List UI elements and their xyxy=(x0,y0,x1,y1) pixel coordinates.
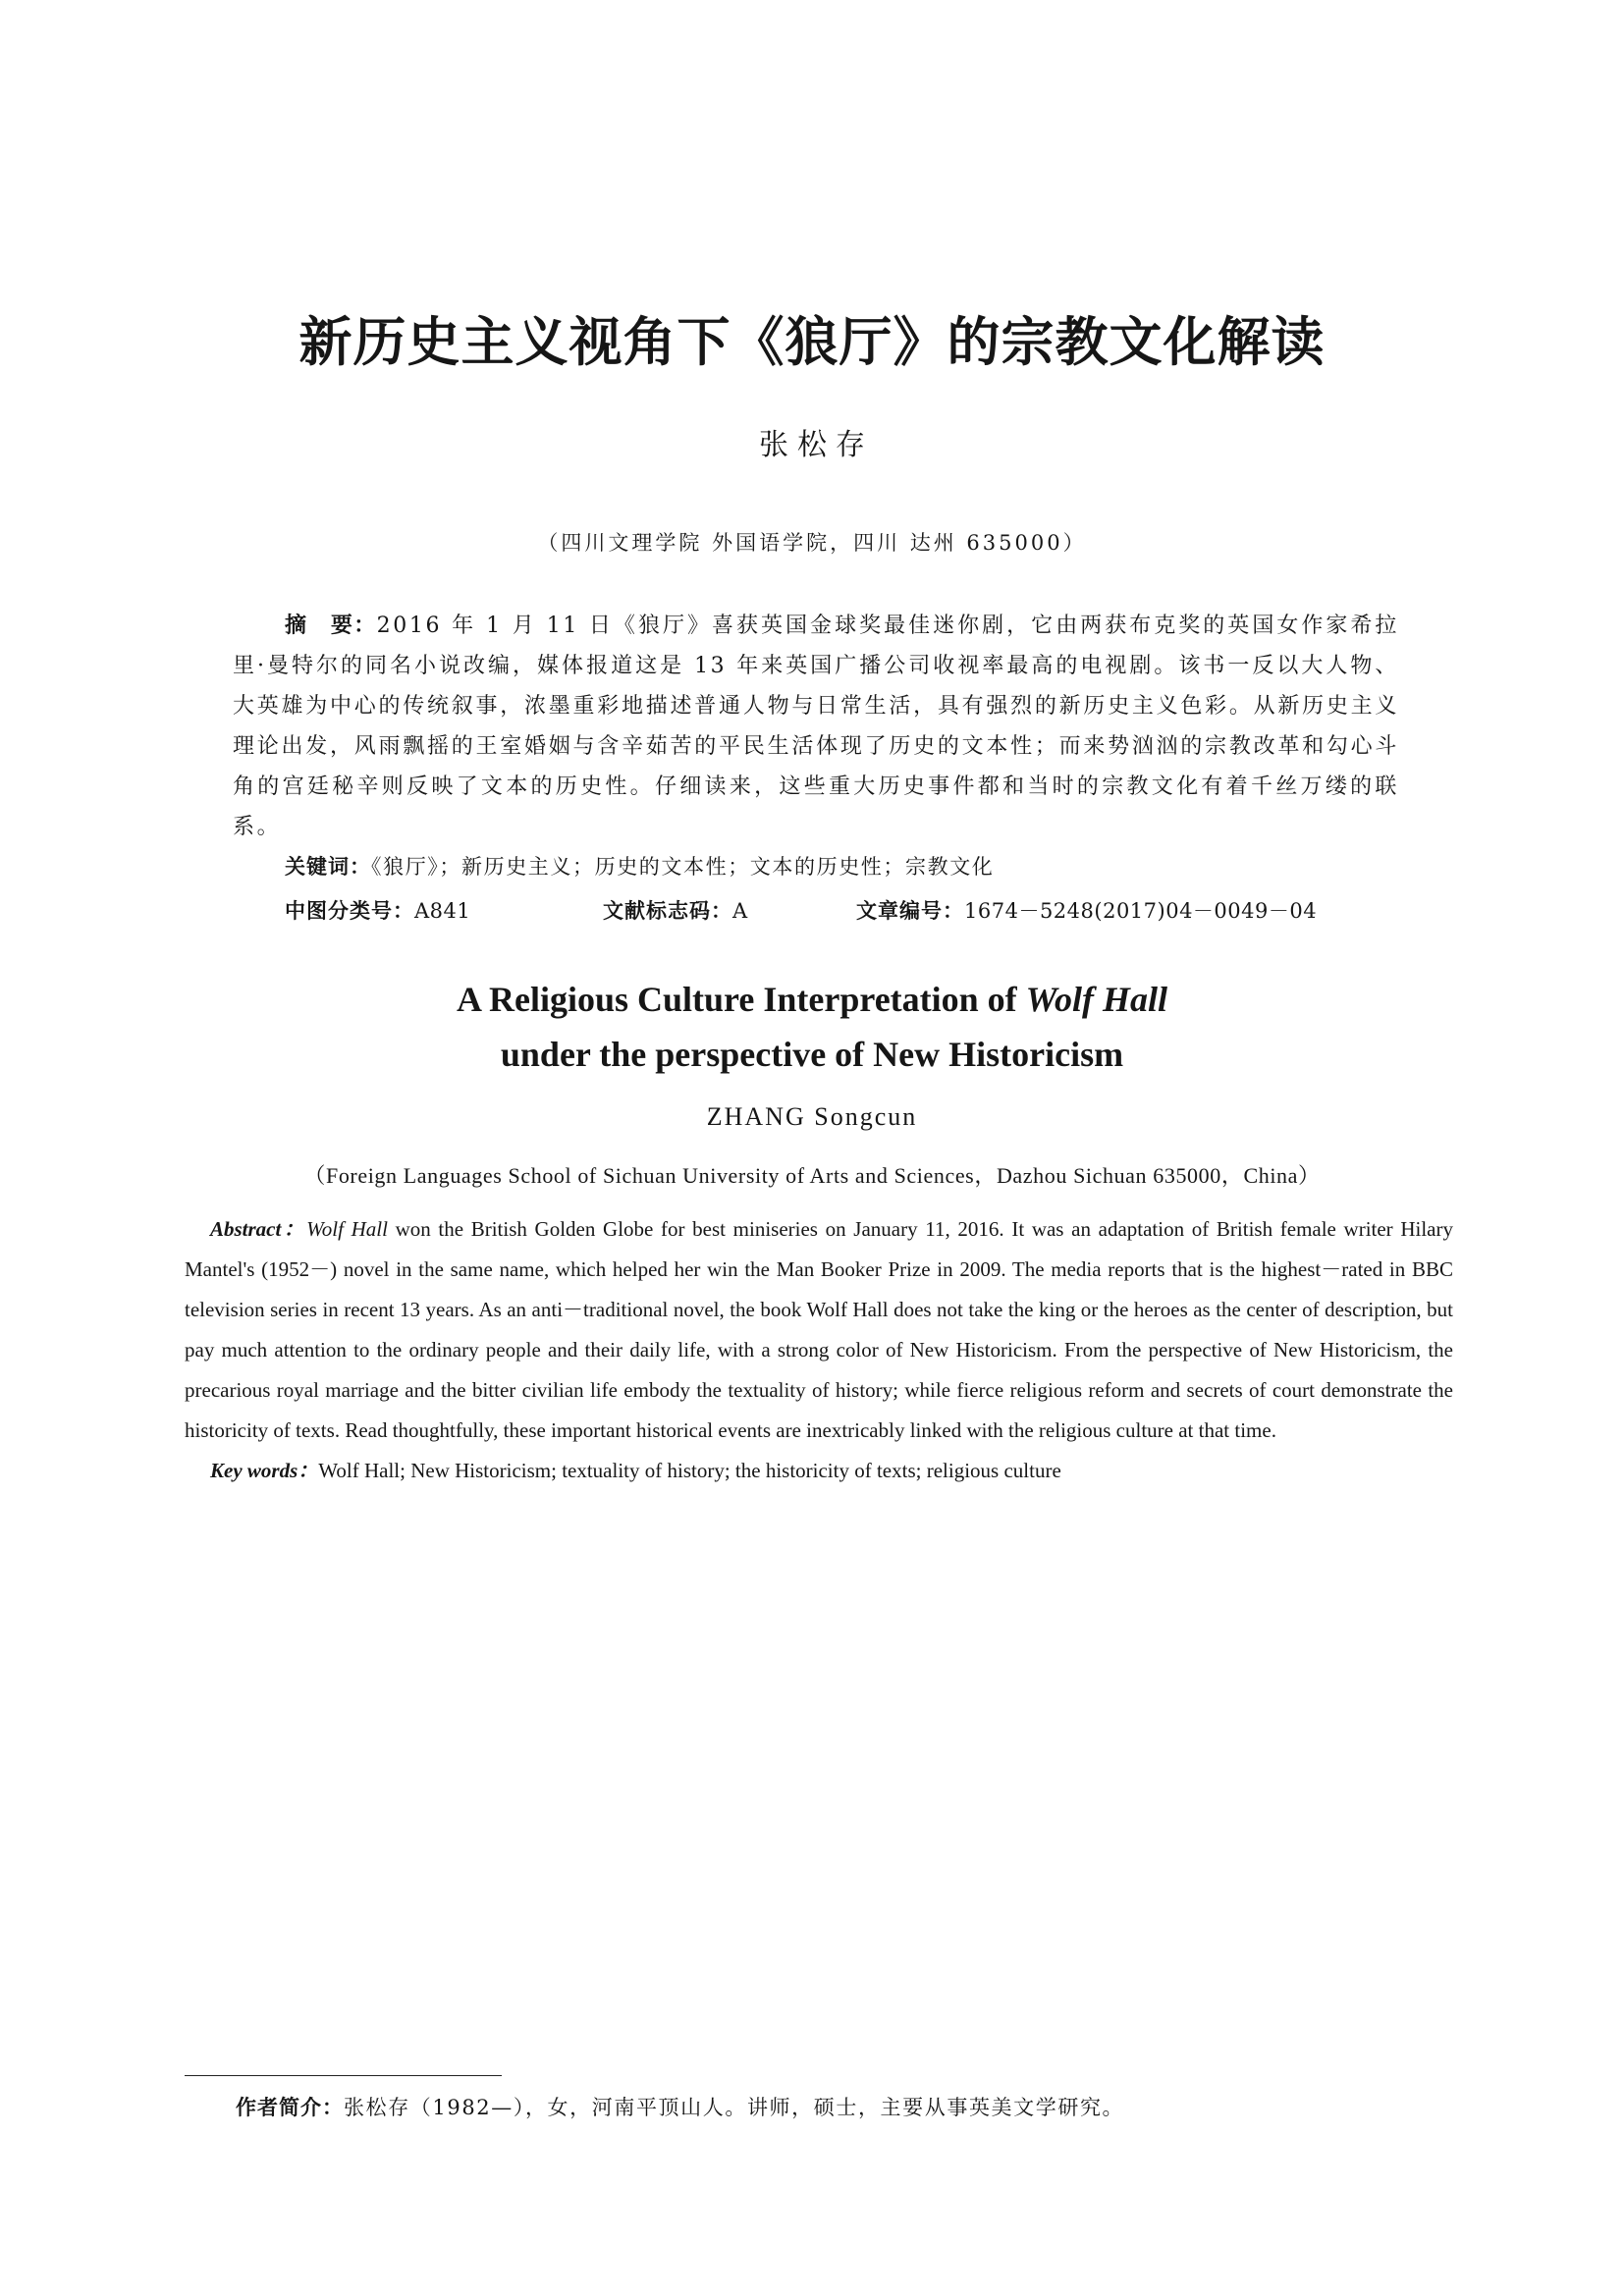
english-keywords-label: Key words： xyxy=(210,1459,319,1482)
clc-number-label: 中图分类号： xyxy=(285,899,414,923)
english-abstract xyxy=(185,1209,1453,1451)
chinese-affiliation: （四川文理学院 外国语学院，四川 达州 635000） xyxy=(537,531,1087,555)
english-title-work-name: Wolf Hall xyxy=(1025,980,1167,1019)
english-abstract-text: won the British Golden Globe for best miniseries on January 11, 2016. It was an adaptation of British female writer Hilary Mantel's (1952－) novel in the same name, which helped her win the Man Booker Prize in 2009. The media reports that is the highest－rated in BBC television series in recent 13 years. As an anti－traditional novel, the book Wolf Hall does not take the king or the heroes as the center of description, but pay much attention to the ordinary people and their daily life, with a strong color of New Historicism. From the perspective of New Historicism, the precarious royal marriage and the bitter civilian life embody the textuality of history; while fierce religious reform and secrets of court demonstrate the historicity of texts. Read thoughtfully, these important historical events are inextricably linked with the religious culture at that time. xyxy=(185,1217,1453,1442)
article-number-value: 1674－5248(2017)04－0049－04 xyxy=(964,899,1318,923)
clc-number xyxy=(285,895,470,927)
document-code xyxy=(603,895,748,927)
chinese-abstract-text: 2016 年 1 月 11 日《狼厅》喜获英国金球奖最佳迷你剧，它由两获布克奖的英国女作家希拉里·曼特尔的同名小说改编，媒体报道这是 13 年来英国广播公司收视率最高的电视剧。该书一反以大人物、大英雄为中心的传统叙事，浓墨重彩地描述普通人物与日常生活，具有强烈的新历史主义色彩。从新历史主义理论出发，风雨飘摇的王室婚姻与含辛茹苦的平民生活体现了历史的文本性；而来势汹汹的宗教改革和勾心斗角的宫廷秘辛则反映了文本的历史性。仔细读来，这些重大历史事件都和当时的宗教文化有着千丝万缕的联系。 xyxy=(233,614,1399,839)
chinese-keywords xyxy=(233,847,1399,887)
english-title xyxy=(0,972,1624,1082)
english-title-line-1 xyxy=(0,972,1624,1027)
author-footnote xyxy=(236,2092,1124,2123)
english-author: ZHANG Songcun xyxy=(706,1102,918,1131)
english-abstract-work-name: Wolf Hall xyxy=(306,1217,388,1241)
chinese-abstract xyxy=(233,606,1399,847)
english-abstract-label: Abstract： xyxy=(210,1217,307,1241)
author-footnote-label: 作者简介： xyxy=(236,2096,344,2119)
chinese-keywords-label: 关键词： xyxy=(285,855,371,879)
clc-number-value: A841 xyxy=(414,899,471,923)
chinese-author: 张松存 xyxy=(759,428,874,462)
chinese-title: 新历史主义视角下《狼厅》的宗教文化解读 xyxy=(298,310,1326,373)
english-abstract-block xyxy=(185,1209,1453,1491)
english-keywords-text: Wolf Hall; New Historicism; textuality of history; the historicity of texts; religious culture xyxy=(318,1459,1061,1482)
classification-row xyxy=(0,895,1624,927)
article-number-label: 文章编号： xyxy=(856,899,964,923)
author-footnote-text: 张松存（1982—），女，河南平顶山人。讲师，硕士，主要从事英美文学研究。 xyxy=(344,2096,1125,2119)
article-number xyxy=(856,895,1317,927)
english-affiliation: （Foreign Languages School of Sichuan University of Arts and Sciences，Dazhou Sichuan 635000，China） xyxy=(303,1163,1321,1188)
chinese-abstract-label: 摘 要： xyxy=(285,614,377,638)
english-title-line-2: under the perspective of New Historicism xyxy=(500,1035,1124,1074)
chinese-abstract-block xyxy=(233,606,1399,887)
document-code-value: A xyxy=(732,899,748,923)
document-code-label: 文献标志码： xyxy=(603,899,732,923)
chinese-keywords-text: 《狼厅》；新历史主义；历史的文本性；文本的历史性；宗教文化 xyxy=(371,855,995,879)
english-title-prefix: A Religious Culture Interpretation of xyxy=(457,980,1026,1019)
english-keywords xyxy=(185,1451,1453,1491)
footnote-divider xyxy=(185,2075,502,2076)
